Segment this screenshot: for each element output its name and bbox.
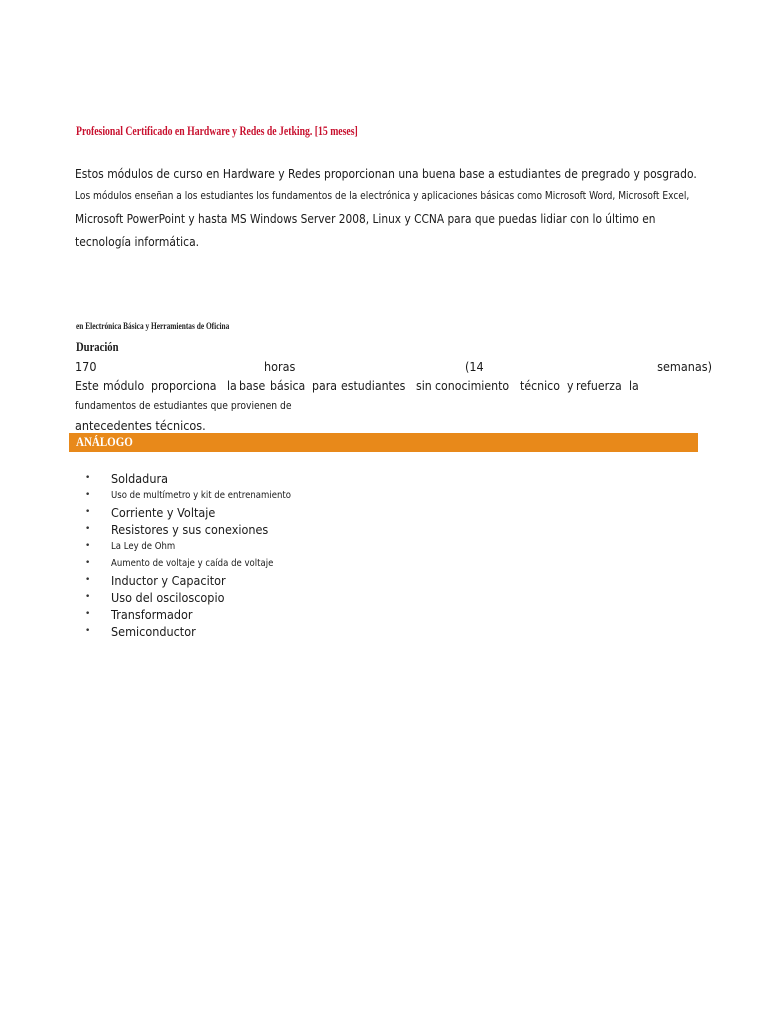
topic-list-item xyxy=(85,589,311,606)
description-word: proporciona xyxy=(151,378,217,393)
description-word: y xyxy=(566,378,574,393)
topic-list-item xyxy=(85,555,311,572)
topic-list-item xyxy=(85,470,311,487)
topic-label: Resistores y sus conexiones xyxy=(111,522,269,537)
bullet-icon: • xyxy=(85,541,91,551)
topic-label: Semiconductor xyxy=(111,624,196,639)
description-line-3: antecedentes técnicos. xyxy=(75,418,206,433)
intro-line-4: tecnología informática. xyxy=(75,234,200,249)
bullet-icon: • xyxy=(85,592,91,602)
description-word: sin xyxy=(415,378,432,393)
topic-list-item xyxy=(85,606,311,623)
duration-weeks-number: (14 xyxy=(464,359,484,374)
bullet-icon: • xyxy=(85,490,91,500)
topic-list-item xyxy=(85,487,311,504)
bullet-icon: • xyxy=(85,575,91,585)
description-word: técnico xyxy=(520,378,561,393)
duration-row xyxy=(75,359,712,374)
topic-list xyxy=(85,470,311,640)
description-word: la xyxy=(226,378,237,393)
topic-label: Corriente y Voltaje xyxy=(111,505,216,520)
topic-list-item xyxy=(85,521,311,538)
topic-list-item xyxy=(85,538,311,555)
intro-line-2: Los módulos enseñan a los estudiantes los fundamentos de la electrónica y aplicaciones básicas como Microsoft Word, Microsoft Excel, xyxy=(75,189,690,202)
section-subtitle: en Electrónica Básica y Herramientas de Oficina xyxy=(76,321,230,331)
description-word: módulo xyxy=(103,378,145,393)
document-title: Profesional Certificado en Hardware y Redes de Jetking. [15 meses] xyxy=(76,124,358,138)
topic-label: Uso del osciloscopio xyxy=(111,590,225,605)
topic-label: La Ley de Ohm xyxy=(111,541,176,552)
duration-hours-number: 170 xyxy=(75,359,97,374)
description-word: base xyxy=(239,378,266,393)
topic-label: Aumento de voltaje y caída de voltaje xyxy=(111,558,274,569)
topic-label: Inductor y Capacitor xyxy=(111,573,226,588)
topic-label: Soldadura xyxy=(111,471,168,486)
topic-label: Transformador xyxy=(111,607,193,622)
description-line-2: fundamentos de estudiantes que provienen de xyxy=(75,399,292,412)
description-line-1 xyxy=(75,378,640,393)
bullet-icon: • xyxy=(85,558,91,568)
description-word: para xyxy=(311,378,337,393)
bullet-icon: • xyxy=(85,524,91,534)
description-word: la xyxy=(628,378,639,393)
description-word: Este xyxy=(75,378,99,393)
topic-list-item xyxy=(85,623,311,640)
bullet-icon: • xyxy=(85,609,91,619)
duration-weeks-word: semanas) xyxy=(657,359,712,374)
topic-list-item xyxy=(85,572,311,589)
intro-line-3: Microsoft PowerPoint y hasta MS Windows Server 2008, Linux y CCNA para que puedas lidiar con lo último en xyxy=(75,211,656,226)
intro-line-1: Estos módulos de curso en Hardware y Redes proporcionan una buena base a estudiantes de pregrado y posgrado. xyxy=(75,166,697,181)
section-header-label: ANÁLOGO xyxy=(76,435,133,449)
bullet-icon: • xyxy=(85,626,91,636)
duration-heading: Duración xyxy=(76,340,119,354)
bullet-icon: • xyxy=(85,507,91,517)
topic-list-item xyxy=(85,504,311,521)
description-word: estudiantes xyxy=(341,378,406,393)
description-word: básica xyxy=(270,378,306,393)
topic-label: Uso de multímetro y kit de entrenamiento xyxy=(111,490,291,501)
description-word: refuerza xyxy=(575,378,622,393)
duration-hours-word: horas xyxy=(264,359,296,374)
section-header-bar xyxy=(69,433,698,452)
description-word: conocimiento xyxy=(434,378,509,393)
bullet-icon: • xyxy=(85,473,91,483)
